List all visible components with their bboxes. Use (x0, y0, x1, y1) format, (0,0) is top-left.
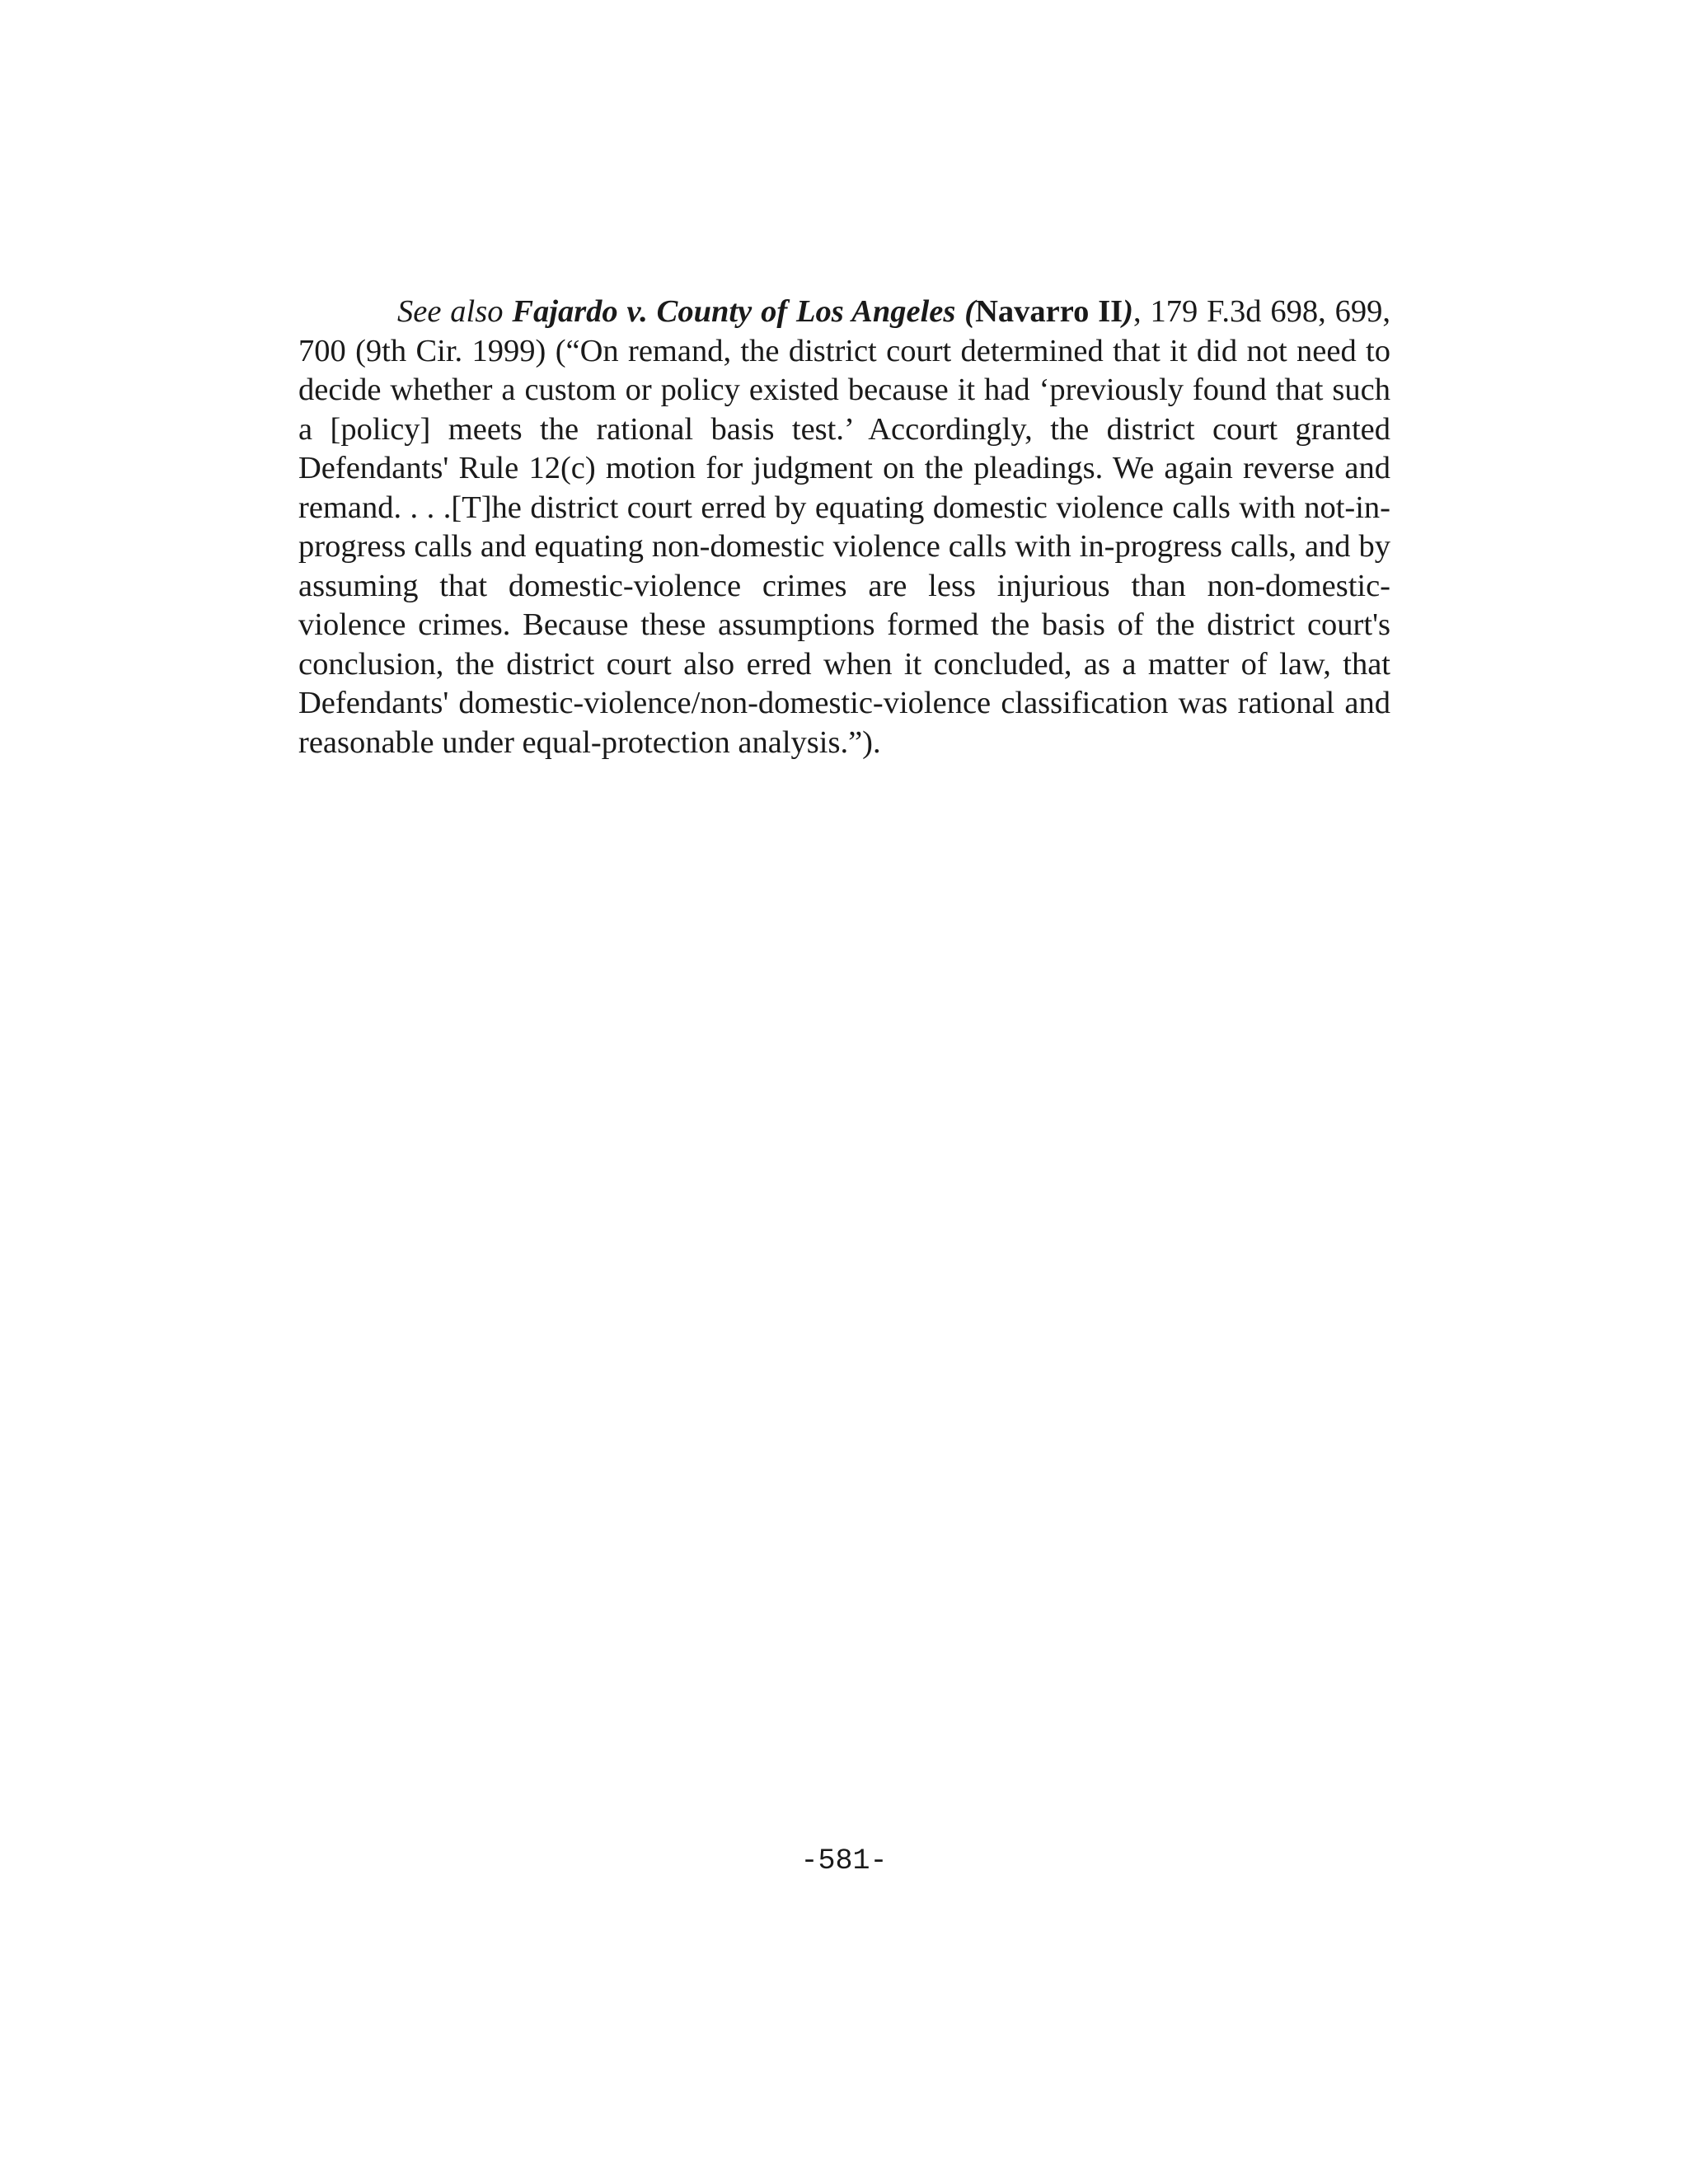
citation-paragraph (298, 293, 1390, 762)
citation-body: , 179 F.3d 698, 699, 700 (9th Cir. 1999) (“On remand, the district court determined that it did not need to decide whether a custom or policy existed because it had ‘previously found that such a [policy] meets the rational basis test.’ Accordingly, the district court granted Defendants' Rule 12(c) motion for judgment on the pleadings. We again reverse and remand. . . .[T]he district court erred by equating domestic violence calls with not-in-progress calls and equating non-domestic violence calls with in-progress calls, and by assuming that domestic-violence crimes are less injurious than non-domestic-violence crimes. Because these assumptions formed the basis of the district court's conclusion, the district court also erred when it concluded, as a matter of law, that Defendants' domestic-violence/non-domestic-violence classification was rational and reasonable under equal-protection analysis.”). (298, 294, 1391, 760)
subsequent-history-label: Navarro II (975, 294, 1123, 329)
case-name-close: ) (1123, 294, 1133, 329)
page-number: -581- (800, 1844, 888, 1877)
case-name-text: Fajardo v. County of Los Angeles ( (512, 294, 976, 329)
case-name (512, 294, 1133, 329)
citation-signal: See also (397, 294, 504, 329)
